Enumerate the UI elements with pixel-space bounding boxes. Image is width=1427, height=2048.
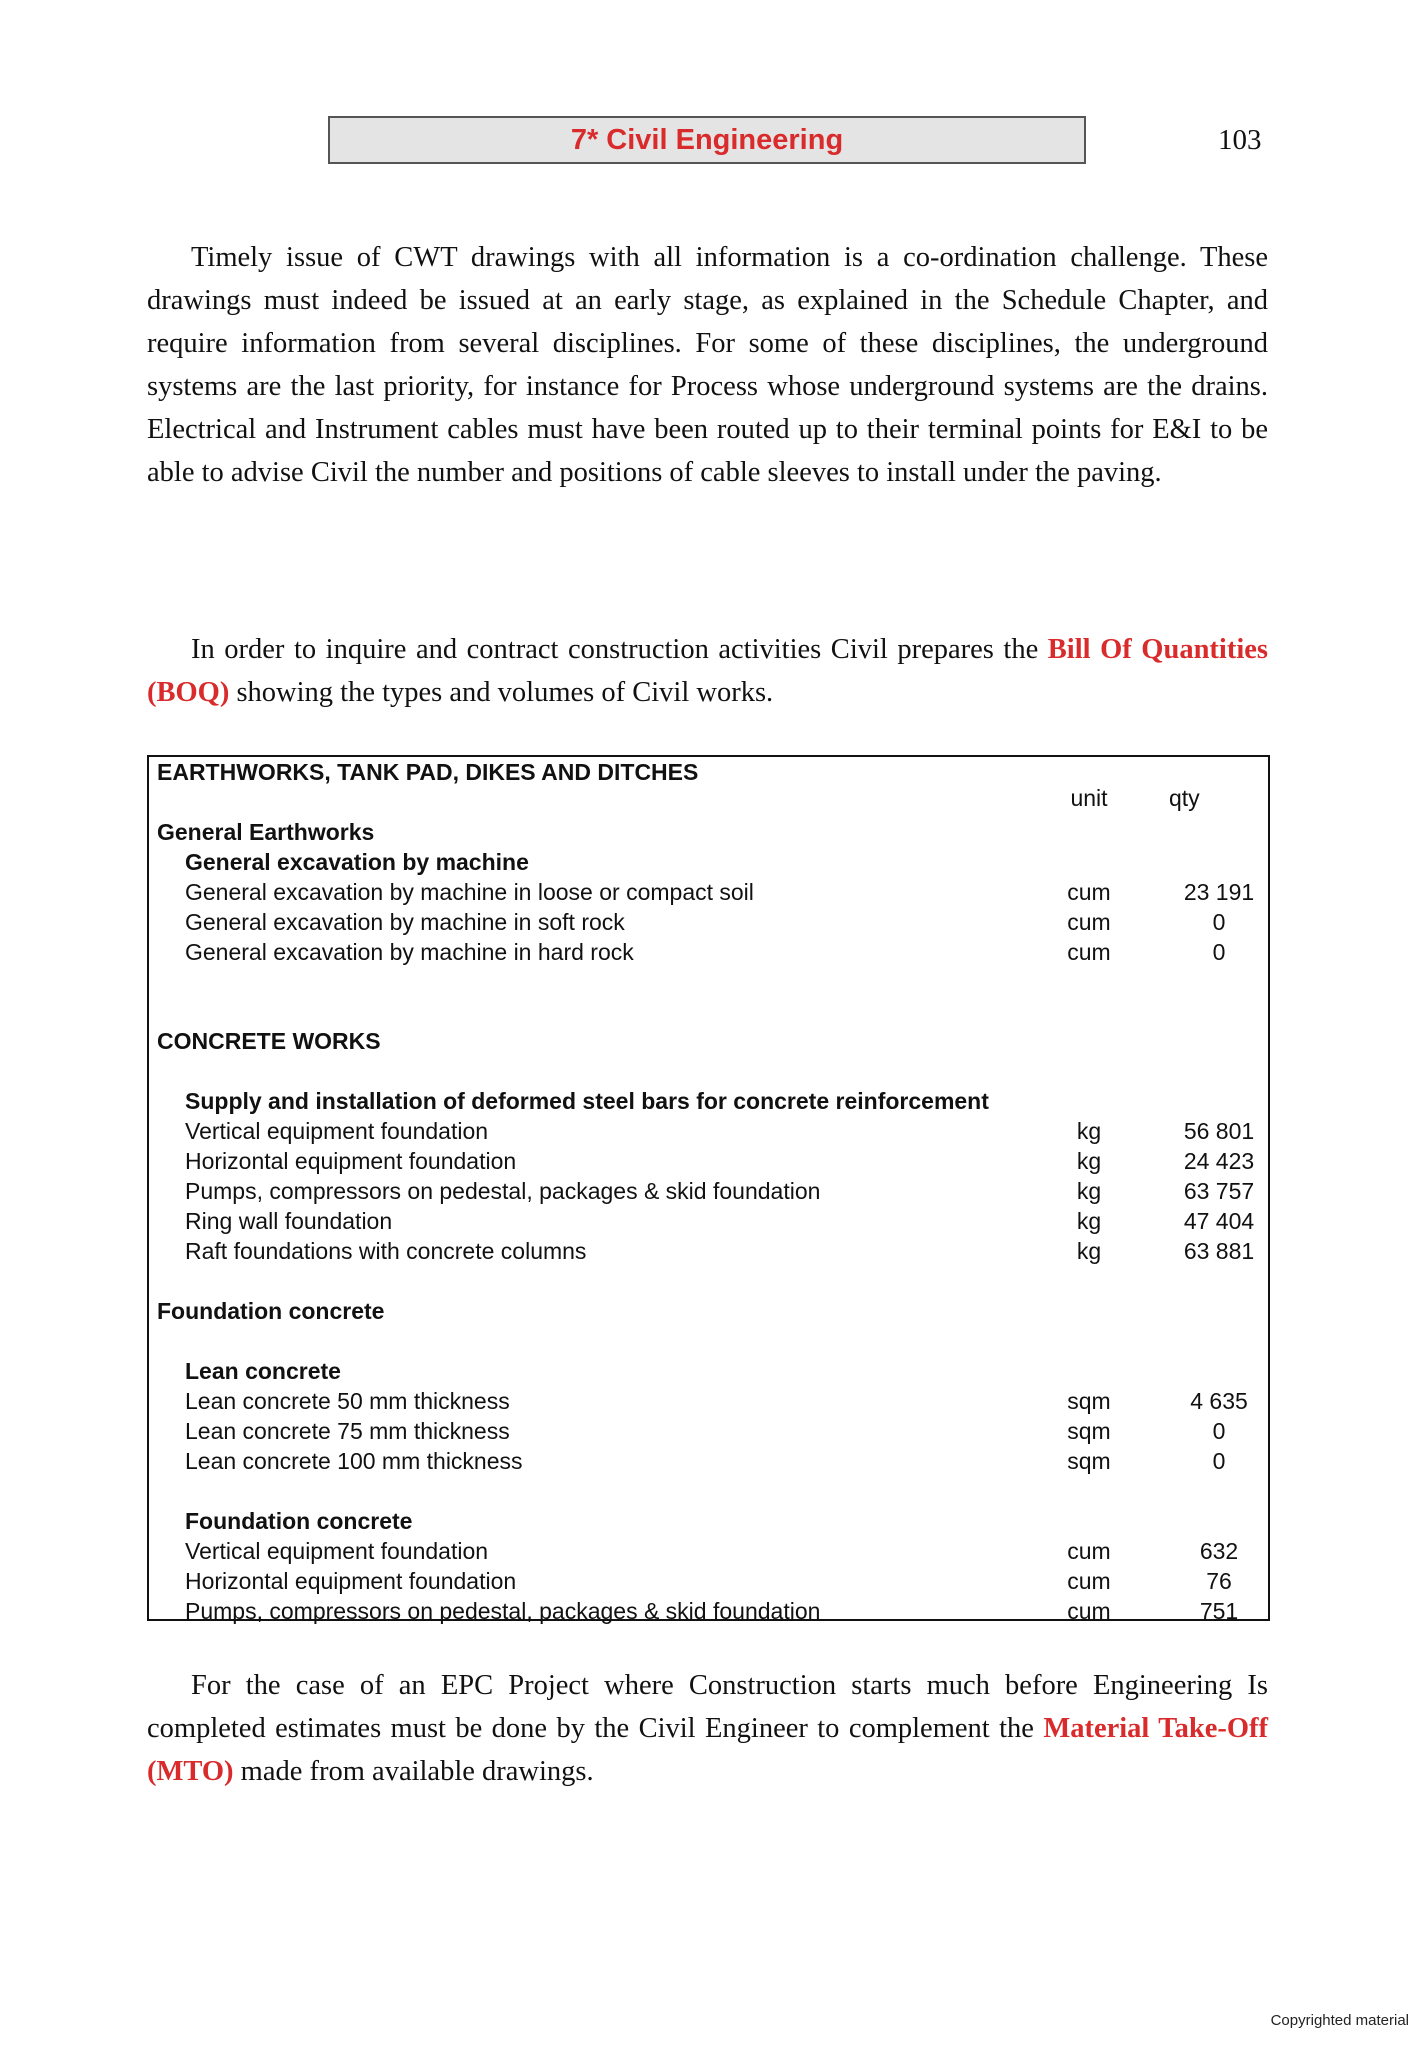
boq-item-row (149, 1416, 1268, 1446)
boq-term: Bill Of Quantities (BOQ) (147, 634, 1268, 708)
boq-row-label: General excavation by machine in loose or compact soil (185, 879, 754, 905)
boq-section-row (149, 1026, 1268, 1056)
boq-row-qty: 23 191 (1183, 879, 1255, 905)
boq-row-label: Lean concrete 100 mm thickness (185, 1448, 523, 1474)
boq-row-unit: cum (1067, 939, 1111, 965)
page-number: 103 (1218, 124, 1262, 156)
boq-item-row (149, 1446, 1268, 1476)
boq-table (147, 755, 1270, 1624)
boq-row-label: CONCRETE WORKS (157, 1028, 381, 1054)
boq-section-row (149, 757, 1268, 787)
boq-row-qty: 4 635 (1190, 1388, 1248, 1414)
chapter-title: 7* Civil Engineering (570, 124, 844, 156)
boq-row-unit: sqm (1067, 1388, 1111, 1414)
column-header-qty: qty (1169, 785, 1200, 811)
boq-row-label: EARTHWORKS, TANK PAD, DIKES AND DITCHES (157, 759, 699, 785)
boq-section-row (149, 1086, 1268, 1116)
boq-row-label: General Earthworks (157, 819, 375, 845)
mto-term: Material Take-Off (MTO) (147, 1713, 1269, 1787)
paragraph-cwt-text: Timely issue of CWT drawings with all information is a co-ordination challenge. These drawings must indeed be issued at an early stage, as explained in the Schedule Chapter, and require information from several disciplines. For some of these disciplines, the underground systems are the last priority, for instance for Process whose underground systems are the drains. Electrical and Instrument cables must have been routed up to their terminal points for E&I to be able to advise Civil the number and positions of cable sleeves to install under the paving. (147, 242, 1268, 488)
mto-before: For the case of an EPC Project where Construction starts much before Engineering Is completed estimates must be done by the Civil Engineer to complement the (147, 1670, 1268, 1744)
boq-row-label: Raft foundations with concrete columns (185, 1238, 587, 1264)
boq-row-label: Vertical equipment foundation (185, 1538, 489, 1564)
boq-item-row (149, 1176, 1268, 1206)
paragraph-cwt-drawings (147, 236, 1268, 494)
boq-row-qty: 76 (1206, 1568, 1232, 1594)
boq-item-row (149, 1206, 1268, 1236)
boq-row-label: Supply and installation of deformed steel bars for concrete reinforcement (185, 1088, 989, 1114)
boq-item-row (149, 1236, 1268, 1266)
boq-row-qty: 56 801 (1183, 1118, 1255, 1144)
boq-row-label: Ring wall foundation (185, 1208, 393, 1234)
boq-row-label: General excavation by machine (185, 849, 529, 875)
boq-row-qty: 0 (1212, 1418, 1226, 1444)
boq-row-qty: 63 881 (1183, 1238, 1255, 1264)
boq-item-row (149, 907, 1268, 937)
boq-item-row (149, 1536, 1268, 1566)
boq-row-qty: 0 (1212, 939, 1226, 965)
boq-row-qty: 47 404 (1183, 1208, 1255, 1234)
boq-row-qty: 24 423 (1183, 1148, 1255, 1174)
boq-section-row (149, 1506, 1268, 1536)
boq-row-label: Lean concrete (185, 1358, 341, 1384)
boq-row-label: General excavation by machine in soft rock (185, 909, 625, 935)
boq-row-qty: 0 (1212, 1448, 1226, 1474)
mto-after: made from available drawings. (233, 1756, 594, 1787)
boq-row-label: Pumps, compressors on pedestal, packages & skid foundation (185, 1598, 821, 1624)
column-header-unit: unit (1070, 785, 1108, 811)
boq-row-label: Horizontal equipment foundation (185, 1148, 517, 1174)
boq-row-unit: cum (1067, 1598, 1111, 1624)
boq-row-label: Foundation concrete (185, 1508, 413, 1534)
boq-row-unit: kg (1076, 1208, 1102, 1234)
copyright-notice: Copyrighted material (1270, 2012, 1409, 2029)
boq-section-row (149, 1296, 1268, 1326)
boq-row-label: Pumps, compressors on pedestal, packages & skid foundation (185, 1178, 821, 1204)
boq-intro-after: showing the types and volumes of Civil works. (229, 677, 774, 708)
boq-row-unit: cum (1067, 909, 1111, 935)
boq-row-label: General excavation by machine in hard rock (185, 939, 634, 965)
boq-item-row (149, 937, 1268, 967)
boq-row-unit: cum (1067, 1538, 1111, 1564)
boq-item-row (149, 1386, 1268, 1416)
boq-row-label: Horizontal equipment foundation (185, 1568, 517, 1594)
boq-section-row (149, 817, 1268, 847)
boq-row-unit: cum (1067, 879, 1111, 905)
boq-section-row (149, 1356, 1268, 1386)
boq-item-row (149, 1566, 1268, 1596)
boq-item-row (149, 1146, 1268, 1176)
boq-row-qty: 63 757 (1183, 1178, 1255, 1204)
boq-row-label: Vertical equipment foundation (185, 1118, 489, 1144)
boq-row-unit: kg (1076, 1238, 1102, 1264)
boq-row-label: Foundation concrete (157, 1298, 385, 1324)
boq-row-label: Lean concrete 75 mm thickness (185, 1418, 510, 1444)
boq-section-row (149, 847, 1268, 877)
boq-row-unit: sqm (1067, 1448, 1111, 1474)
boq-row-unit: kg (1076, 1148, 1102, 1174)
boq-row-qty: 751 (1199, 1598, 1239, 1624)
boq-intro-before: In order to inquire and contract construction activities Civil prepares the (191, 634, 1048, 665)
boq-row-label: Lean concrete 50 mm thickness (185, 1388, 510, 1414)
boq-row-qty: 632 (1199, 1538, 1239, 1564)
boq-item-row (149, 1116, 1268, 1146)
boq-row-unit: kg (1076, 1118, 1102, 1144)
chapter-header-box (328, 116, 1086, 164)
paragraph-mto (147, 1664, 1268, 1793)
boq-row-qty: 0 (1212, 909, 1226, 935)
paragraph-boq-intro (147, 628, 1268, 714)
boq-row-unit: sqm (1067, 1418, 1111, 1444)
boq-item-row (149, 1596, 1268, 1626)
boq-row-unit: kg (1076, 1178, 1102, 1204)
boq-item-row (149, 877, 1268, 907)
boq-row-unit: cum (1067, 1568, 1111, 1594)
